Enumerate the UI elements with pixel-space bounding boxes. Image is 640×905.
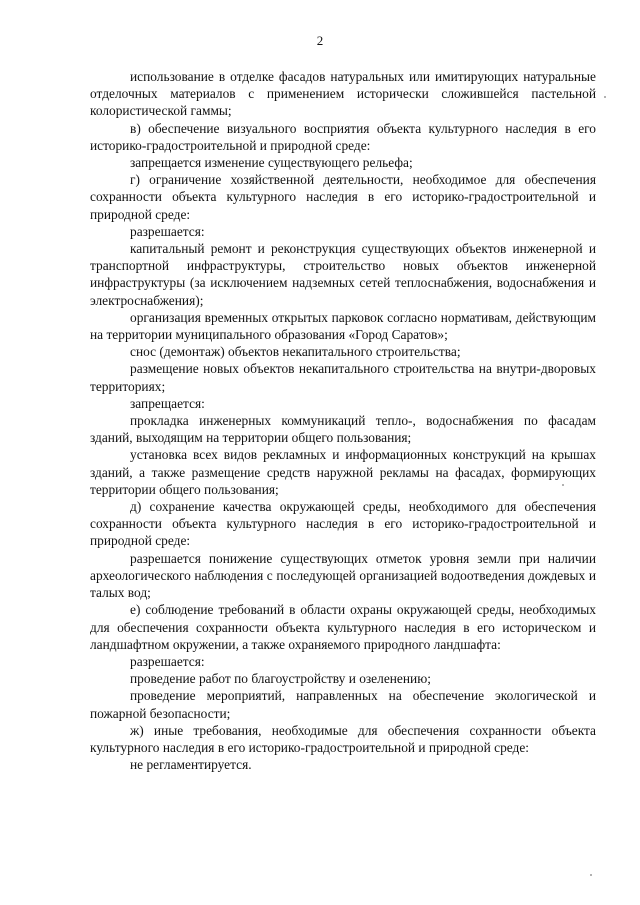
scan-speck — [562, 484, 564, 486]
scan-speck — [590, 874, 592, 876]
paragraph: е) соблюдение требований в области охраны окружающей среды, необходимых для обеспечения сохранности объекта культурного наследия в его историческом и ландшафтном окружении, а также охраняемого природного ландшафта: — [90, 602, 596, 652]
paragraph: проведение мероприятий, направленных на обеспечение экологической и пожарной безопасности; — [90, 688, 596, 721]
paragraph: разрешается понижение существующих отметок уровня земли при наличии археологического наблюдения с последующей организацией водоотведения дождевых и талых вод; — [90, 550, 596, 601]
paragraph: в) обеспечение визуального восприятия объекта культурного наследия в его историко-градостроительной и природной среде: — [90, 120, 596, 153]
paragraph: прокладка инженерных коммуникаций тепло-, водоснабжения по фасадам зданий, выходящим на территории общего пользования; — [90, 413, 596, 446]
scan-speck — [604, 96, 606, 98]
paragraph: снос (демонтаж) объектов некапитального строительства; — [130, 344, 461, 360]
paragraph: организация временных открытых парковок согласно нормативам, действующим на территории муниципального образования «Город Саратов»; — [90, 309, 596, 343]
paragraph: проведение работ по благоустройству и озеленению; — [130, 671, 431, 687]
paragraph: д) сохранение качества окружающей среды, необходимого для обеспечения сохранности объекта культурного наследия в его историко-градостроительной и природной среде: — [90, 499, 596, 549]
paragraph: установка всех видов рекламных и информационных конструкций на крышах зданий, а также размещение средств наружной рекламы на фасадах, формирующих территории общего пользования; — [90, 447, 596, 497]
page-number: 2 — [316, 33, 324, 48]
paragraph: ж) иные требования, необходимые для обеспечения сохранности объекта культурного наследия в его историко-градостроительной и природной среде: — [90, 722, 596, 755]
paragraph: капитальный ремонт и реконструкция существующих объектов инженерной и транспортной инфраструктуры, строительство новых объектов инженерной инфраструктуры (за исключением надземных сетей теплоснабжения, водоснабжения и электроснабжения); — [90, 241, 596, 308]
paragraph: использование в отделке фасадов натуральных или имитирующих натуральные отделочных материалов с применением исторически сложившейся пастельной колористической гаммы; — [90, 69, 596, 119]
paragraph: разрешается: — [130, 223, 205, 239]
paragraph: размещение новых объектов некапитального строительства на внутри-дворовых территориях; — [90, 361, 596, 394]
paragraph: г) ограничение хозяйственной деятельности, необходимое для обеспечения сохранности объекта культурного наследия в его историко-градостроительной и природной среде: — [90, 172, 596, 222]
paragraph: не регламентируется. — [130, 757, 252, 773]
document-body — [90, 68, 596, 773]
paragraph: запрещается: — [130, 395, 205, 411]
paragraph: запрещается изменение существующего рельефа; — [130, 155, 413, 171]
paragraph: разрешается: — [130, 653, 205, 669]
